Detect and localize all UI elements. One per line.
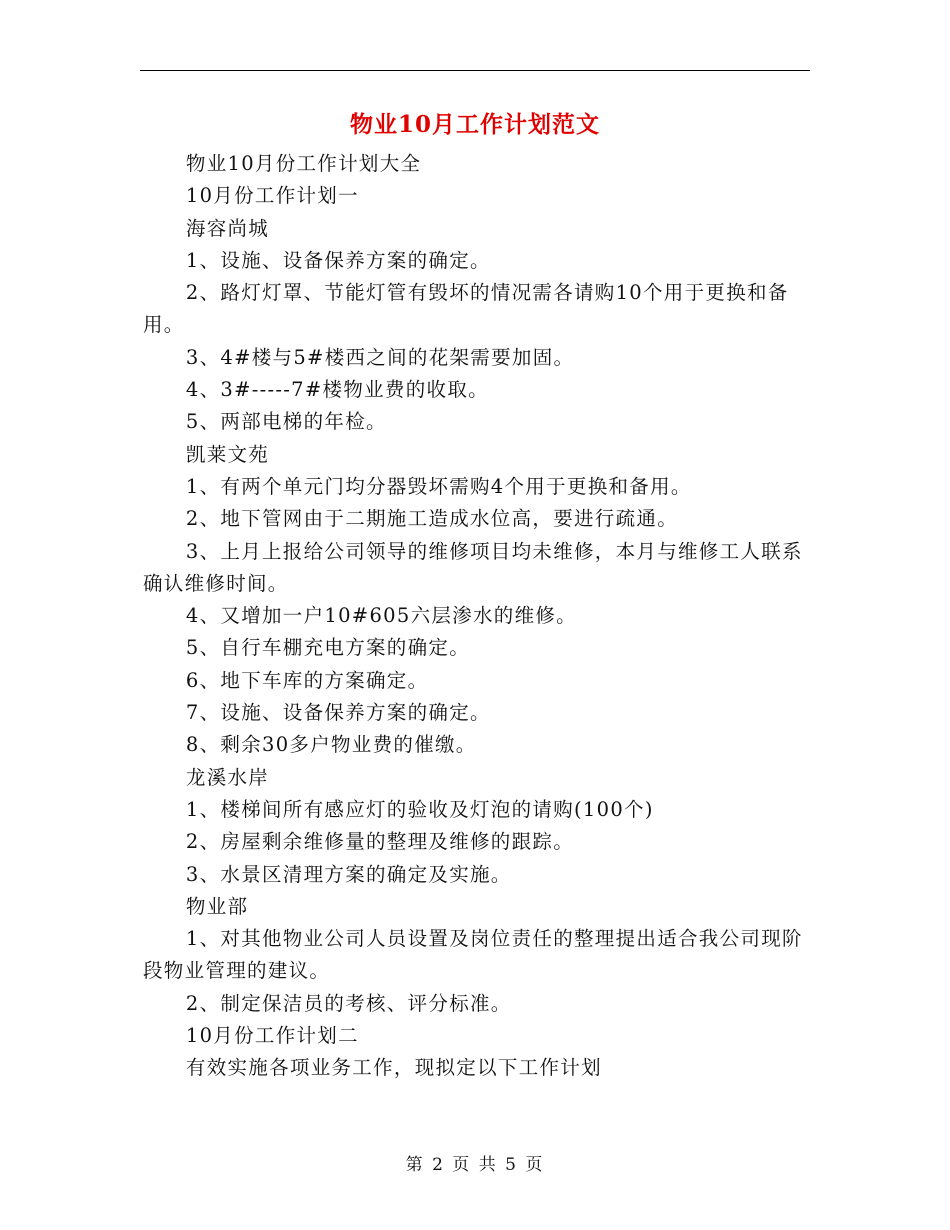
paragraph: 3、4#楼与5#楼西之间的花架需要加固。: [185, 345, 575, 369]
paragraph: 4、又增加一户10#605六层渗水的维修。: [185, 604, 577, 628]
paragraph: 3、上月上报给公司领导的维修项目均未维修，本月与维修工人联系确认维修时间。: [143, 539, 803, 595]
paragraph: 物业10月份工作计划大全: [185, 152, 422, 175]
page-footer: 第 2 页 共 5 页: [405, 1155, 545, 1175]
document-body: [143, 148, 811, 1085]
paragraph: 海容尚城: [185, 216, 270, 240]
paragraph: 3、水景区清理方案的确定及实施。: [185, 862, 512, 886]
paragraph: 1、对其他物业公司人员设置及岗位责任的整理提出适合我公司现阶段物业管理的建议。: [143, 927, 803, 983]
paragraph: 5、自行车棚充电方案的确定。: [185, 636, 470, 660]
paragraph: 6、地下车库的方案确定。: [185, 668, 429, 692]
paragraph: 7、设施、设备保养方案的确定。: [185, 701, 491, 725]
paragraph: 龙溪水岸: [185, 765, 270, 789]
paragraph: 10月份工作计划一: [185, 184, 359, 208]
paragraph: 1、楼梯间所有感应灯的验收及灯泡的请购(100个): [185, 797, 654, 821]
paragraph: 有效实施各项业务工作，现拟定以下工作计划: [185, 1056, 602, 1080]
paragraph: 8、剩余30多户物业费的催缴。: [185, 733, 477, 757]
paragraph: 物业部: [185, 894, 249, 918]
paragraph: 2、路灯灯罩、节能灯管有毁坏的情况需各请购10个用于更换和备用。: [143, 281, 789, 337]
paragraph: 1、设施、设备保养方案的确定。: [185, 248, 491, 272]
paragraph: 10月份工作计划二: [185, 1024, 359, 1048]
header-rule: [140, 70, 810, 71]
paragraph: 凯莱文苑: [185, 442, 270, 466]
paragraph: 1、有两个单元门均分器毁坏需购4个用于更换和备用。: [185, 474, 692, 498]
paragraph: 5、两部电梯的年检。: [185, 410, 387, 434]
paragraph: 2、地下管网由于二期施工造成水位高，要进行疏通。: [185, 507, 678, 531]
paragraph: 4、3#-----7#楼物业费的收取。: [185, 378, 489, 402]
paragraph: 2、制定保洁员的考核、评分标准。: [185, 991, 512, 1015]
paragraph: 2、房屋剩余维修量的整理及维修的跟踪。: [185, 830, 574, 854]
document-title: 物业10月工作计划范文: [349, 111, 600, 138]
